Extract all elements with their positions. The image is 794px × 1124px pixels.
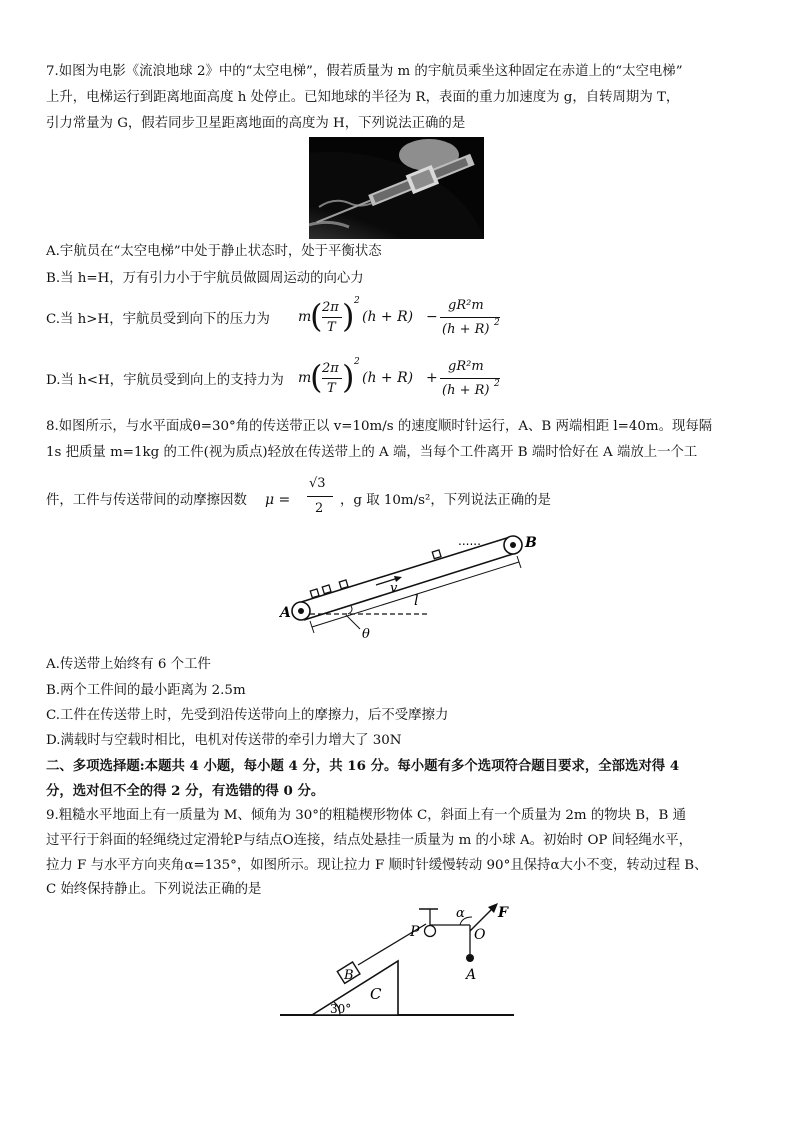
formula-c-den-exponent: 2 <box>494 318 500 328</box>
q8-option-b: B.两个工件间的最小距离为 2.5m <box>46 683 246 698</box>
label-c: C <box>370 985 382 1003</box>
pulley-a-axle <box>298 608 304 614</box>
label-angle: 30° <box>330 1002 352 1016</box>
space-elevator-illustration <box>309 137 484 239</box>
formula-c-exponent: 2 <box>354 296 360 306</box>
mu-symbol: μ = <box>265 492 291 508</box>
q7-line-2: 上升，电梯运行到距离地面高度 h 处停止。已知地球的半径为 R，表面的重力加速度为 g，自转周期为 T， <box>46 90 680 105</box>
q7-formula-d <box>298 357 508 407</box>
q8-option-a: A.传送带上始终有 6 个工件 <box>46 657 211 672</box>
formula-c-paren-close: ) <box>342 297 355 335</box>
q7-line-1: 7.如图为电影《流浪地球 2》中的“太空电梯”，假若质量为 m 的宇航员乘坐这种固定在赤道上的“太空电梯” <box>46 64 683 79</box>
label-f: F <box>498 905 508 921</box>
space-elevator-photo <box>309 137 484 239</box>
formula-c-two-pi: 2π <box>322 300 339 315</box>
q8-option-d: D.满载时与空载时相比，电机对传送带的牵引力增大了 30N <box>46 733 402 748</box>
formula-d-den-exponent: 2 <box>494 379 500 389</box>
formula-c-h-plus-r: (h + R) <box>362 309 414 325</box>
section-2-heading-line-2: 分，选对但不全的得 2 分，有选错的得 0 分。 <box>46 783 325 799</box>
workpiece-1 <box>310 589 319 598</box>
workpiece-4 <box>432 550 441 559</box>
formula-c-numerator: gR²m <box>448 298 484 313</box>
formula-d-denominator: (h + R) <box>442 383 490 398</box>
theta-leader <box>346 615 360 629</box>
label-theta: θ <box>362 627 370 642</box>
q7-option-d: D.当 h<H，宇航员受到向上的支持力为 <box>46 373 284 388</box>
belt-bottom-line <box>304 553 516 620</box>
mu-fraction-bar <box>307 496 333 497</box>
q9-line-2: 过平行于斜面的轻绳绕过定滑轮P与结点O连接，结点处悬挂一质量为 m 的小球 A。初始时 OP 间轻绳水平， <box>46 833 693 848</box>
label-v: v <box>390 581 398 596</box>
section-2-heading-line-1: 二、多项选择题:本题共 4 小题，每小题 4 分，共 16 分。每小题有多个选项符合题目要求，全部选对得 4 <box>46 758 680 774</box>
formula-d-exponent: 2 <box>354 357 360 367</box>
workpiece-ellipsis: ...... <box>458 534 481 548</box>
formula-d-two-pi: 2π <box>322 361 339 376</box>
label-p: P <box>410 924 420 940</box>
ball-a <box>466 954 474 962</box>
formula-c-sign: − <box>426 309 438 325</box>
label-b: B <box>525 535 537 551</box>
q9-line-4: C 始终保持静止。下列说法正确的是 <box>46 882 262 897</box>
label-a: A <box>466 967 477 983</box>
formula-c-period: T <box>327 320 336 335</box>
formula-c-fraction-bar-2 <box>440 317 500 318</box>
formula-c-fraction-bar <box>322 317 342 318</box>
q8-line-3b: ，g 取 10m/s²，下列说法正确的是 <box>340 493 551 508</box>
workpiece-2 <box>322 585 331 594</box>
formula-d-h-plus-r: (h + R) <box>362 370 414 386</box>
workpiece-3 <box>339 580 348 589</box>
q7-option-b: B.当 h=H，万有引力小于宇航员做圆周运动的向心力 <box>46 271 364 286</box>
mu-numerator: √3 <box>309 476 326 491</box>
conveyor-belt-diagram <box>278 527 548 647</box>
label-o: O <box>474 927 486 943</box>
wedge-pulley-diagram <box>276 903 526 1023</box>
formula-c-denominator: (h + R) <box>442 322 490 337</box>
formula-d-mass: m <box>298 370 312 386</box>
label-a: A <box>280 605 291 621</box>
formula-d-sign: + <box>426 370 438 386</box>
q8-option-c: C.工件在传送带上时，先受到沿传送带向上的摩擦力，后不受摩擦力 <box>46 708 449 723</box>
label-alpha: α <box>456 906 465 921</box>
formula-d-fraction-bar <box>322 378 342 379</box>
q7-option-c: C.当 h>H，宇航员受到向下的压力为 <box>46 312 270 327</box>
theta-arc <box>348 606 352 614</box>
q8-line-1: 8.如图所示，与水平面成θ=30°角的传送带正以 v=10m/s 的速度顺时针运行，A、B 两端相距 l=40m。现每隔 <box>46 419 713 434</box>
formula-d-paren-close: ) <box>342 358 355 396</box>
q7-option-a: A.宇航员在“太空电梯”中处于静止状态时，处于平衡状态 <box>46 244 382 259</box>
formula-d-numerator: gR²m <box>448 359 484 374</box>
pulley-b-axle <box>510 542 516 548</box>
formula-d-fraction-bar-2 <box>440 378 500 379</box>
q8-line-2: 1s 把质量 m=1kg 的工件(视为质点)轻放在传送带上的 A 端，当每个工件离开 B 端时恰好在 A 端放上一个工 <box>46 445 698 460</box>
formula-d-period: T <box>327 381 336 396</box>
formula-d-paren-open: ( <box>310 358 323 396</box>
q7-formula-c <box>298 296 508 346</box>
q8-mu-formula <box>265 474 345 524</box>
q9-line-3: 拉力 F 与水平方向夹角α=135°，如图所示。现让拉力 F 顺时针缓慢转动 90°且保持α大小不变，转动过程 B、 <box>46 858 708 873</box>
formula-c-mass: m <box>298 309 312 325</box>
q8-line-3a: 件，工件与传送带间的动摩擦因数 <box>46 493 247 508</box>
q9-line-1: 9.粗糙水平地面上有一质量为 M、倾角为 30°的粗糙楔形物体 C，斜面上有一个质量为 2m 的物块 B，B 通 <box>46 808 687 823</box>
pulley-p <box>425 926 436 937</box>
label-b: B <box>344 968 354 983</box>
q7-line-3: 引力常量为 G，假若同步卫星距离地面的高度为 H，下列说法正确的是 <box>46 116 466 131</box>
label-l: l <box>414 593 419 609</box>
mu-denominator: 2 <box>315 501 324 516</box>
formula-c-paren-open: ( <box>310 297 323 335</box>
